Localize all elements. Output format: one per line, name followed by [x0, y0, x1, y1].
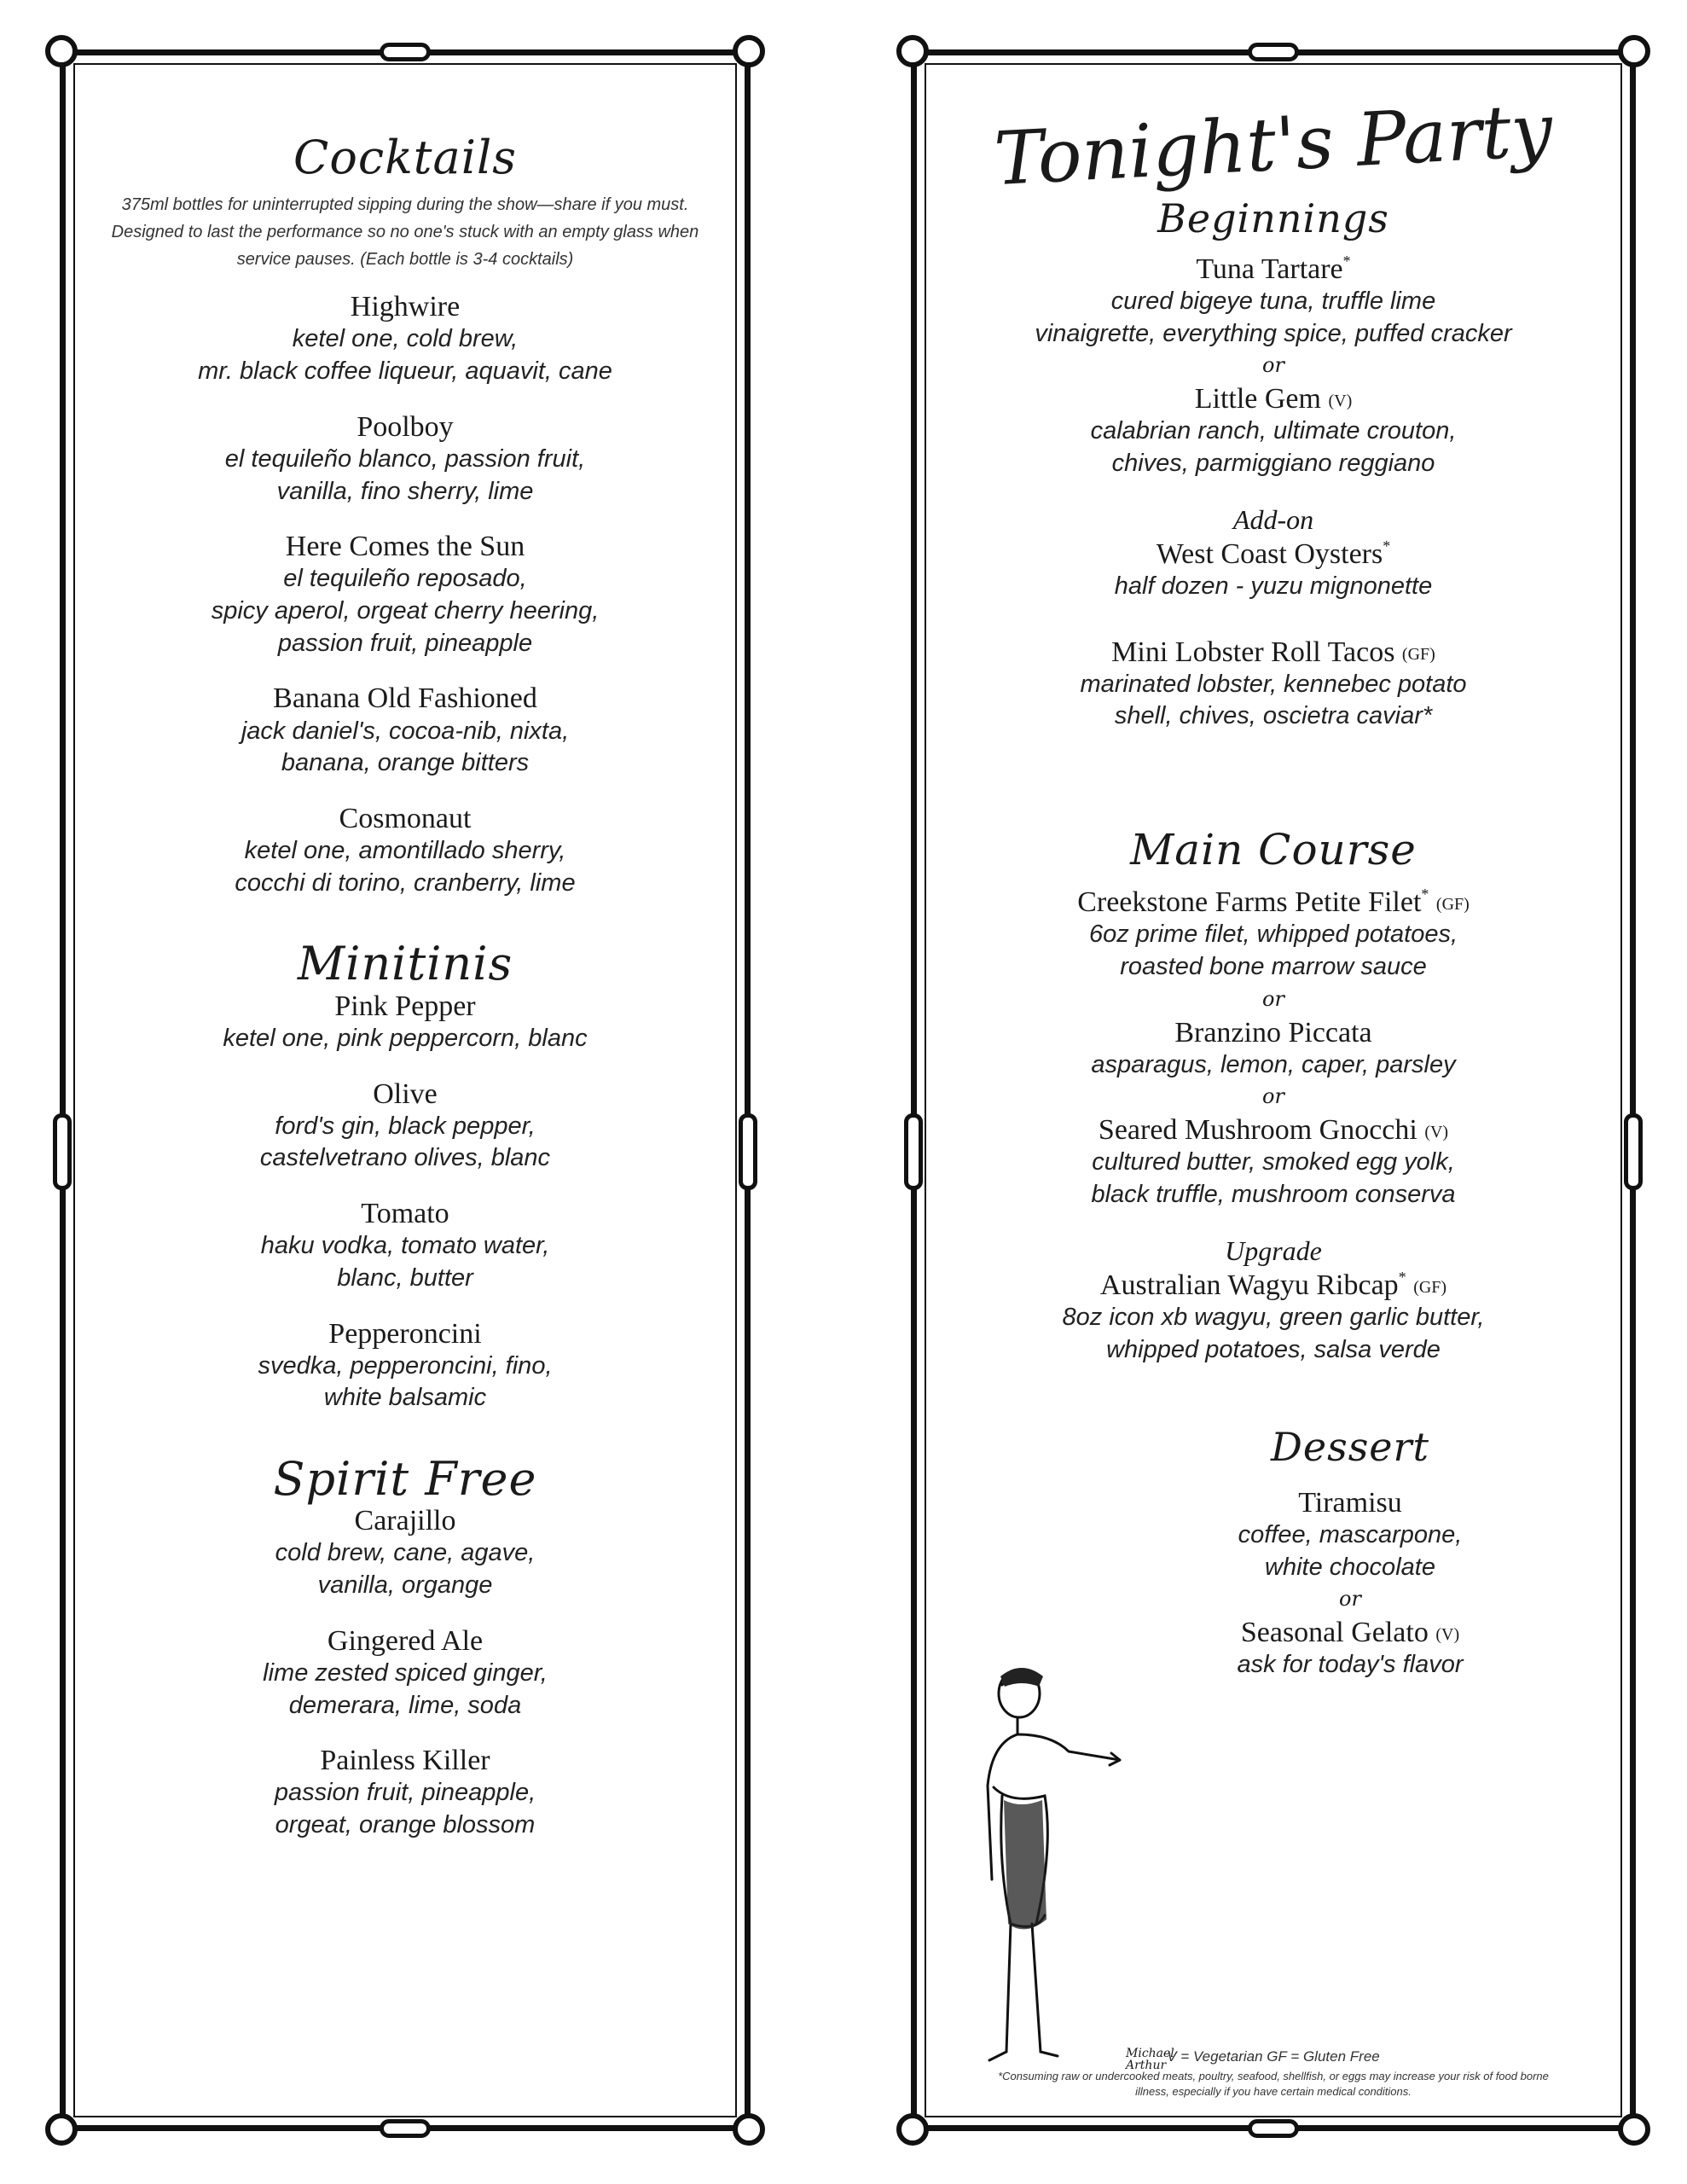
main-course-section	[951, 827, 1596, 1366]
corner-flourish-icon	[1618, 35, 1650, 67]
frame-ornament-icon	[1624, 1113, 1643, 1190]
menu-item	[100, 802, 710, 899]
frame-ornament-icon	[380, 2119, 431, 2138]
item-description: asparagus, lemon, caper, parsley	[1091, 1050, 1456, 1078]
main-course-heading: Main Course	[1130, 825, 1417, 875]
cocktails-heading: Cocktails	[293, 131, 517, 184]
corner-flourish-icon	[896, 2113, 929, 2146]
item-description: jack daniel's, cocoa-nib, nixta, banana, orange bitters	[241, 717, 570, 777]
item-description: ketel one, cold brew, mr. black coffee liqueur, aquavit, cane	[198, 325, 612, 386]
item-name-text: Seared Mushroom Gnocchi	[1098, 1114, 1417, 1147]
add-on-label: Add-on	[1232, 503, 1314, 535]
item-name: Cosmonaut	[339, 802, 472, 834]
drinks-menu-content	[100, 132, 710, 2091]
item-name: Painless Killer	[320, 1745, 490, 1777]
menu-item	[100, 1744, 710, 1841]
item-name	[951, 886, 1596, 919]
dietary-tag: (V)	[1328, 392, 1353, 411]
minitinis-section	[100, 938, 710, 1414]
spirit-free-section	[100, 1454, 710, 1842]
item-description: passion fruit, pineapple, orgeat, orange blossom	[274, 1779, 536, 1839]
item-description: ford's gin, black pepper, castelvetrano olives, blanc	[259, 1112, 551, 1172]
item-name: Tiramisu	[1298, 1486, 1402, 1519]
spirit-free-heading: Spirit Free	[273, 1452, 537, 1506]
dessert-section	[951, 1426, 1596, 1682]
item-name: Tomato	[361, 1198, 449, 1230]
menu-item	[1104, 1616, 1596, 1682]
corner-flourish-icon	[733, 2113, 765, 2146]
menu-item	[951, 1113, 1596, 1211]
menu-item	[951, 636, 1596, 733]
menu-item	[100, 990, 710, 1055]
cocktails-intro: 375ml bottles for uninterrupted sipping during the show—share if you must. Designed to last the performance so no one's stuck with an empty glass when service pauses. (Each bottle is 3-4 cocktails)	[111, 195, 699, 270]
menu-item	[951, 1269, 1596, 1366]
item-name: Carajillo	[354, 1505, 456, 1537]
menu-item	[100, 682, 710, 779]
beginnings-heading: Beginnings	[1157, 195, 1389, 242]
corner-flourish-icon	[733, 35, 765, 67]
item-description: half dozen - yuzu mignonette	[1114, 572, 1433, 600]
item-name: Here Comes the Sun	[285, 531, 525, 563]
item-name-text: Tuna Tartare	[1196, 253, 1343, 285]
menu-footer	[917, 2048, 1630, 2100]
item-description: marinated lobster, kennebec potato shell, chives, oscietra caviar*	[1080, 670, 1467, 730]
dietary-tag: (GF)	[1401, 644, 1435, 664]
frame-ornament-icon	[53, 1113, 72, 1190]
item-description: el tequileño reposado, spicy aperol, orgeat cherry heering, passion fruit, pineapple	[211, 565, 600, 657]
item-name	[951, 1113, 1596, 1147]
item-name	[951, 636, 1596, 669]
frame-ornament-icon	[904, 1113, 923, 1190]
menu-item	[100, 1624, 710, 1722]
item-name	[951, 253, 1596, 286]
corner-flourish-icon	[45, 2113, 78, 2146]
item-name: Olive	[373, 1077, 438, 1110]
raw-warning-mark: *	[1398, 1268, 1406, 1286]
food-safety-disclaimer: *Consuming raw or undercooked meats, poultry, seafood, shellfish, or eggs may increase your risk of food borne illness, especially if you have certain medical conditions.	[998, 2069, 1549, 2098]
item-name-text: Mini Lobster Roll Tacos	[1111, 636, 1395, 668]
item-description: coffee, mascarpone, white chocolate	[1238, 1520, 1463, 1581]
corner-flourish-icon	[45, 35, 78, 67]
item-description: svedka, pepperoncini, fino, white balsamic	[258, 1351, 553, 1412]
menu-item	[1104, 1486, 1596, 1583]
item-description: el tequileño blanco, passion fruit, vanilla, fino sherry, lime	[224, 444, 586, 505]
item-name	[951, 382, 1596, 415]
minitinis-heading: Minitinis	[297, 937, 513, 991]
dietary-tag: (V)	[1435, 1625, 1460, 1645]
frame-ornament-icon	[1248, 2119, 1299, 2138]
item-description: lime zested spiced ginger, demerara, lime, soda	[263, 1658, 548, 1719]
item-name-text: Australian Wagyu Ribcap	[1099, 1269, 1399, 1301]
menu-item	[951, 537, 1596, 603]
or-divider: or	[1262, 1084, 1284, 1109]
dessert-heading: Dessert	[1270, 1424, 1429, 1471]
menu-item	[100, 410, 710, 508]
frame-ornament-icon	[380, 43, 431, 61]
corner-flourish-icon	[896, 35, 929, 67]
or-divider: or	[1339, 1587, 1361, 1612]
raw-warning-mark: *	[1342, 252, 1351, 270]
upgrade-label: Upgrade	[1225, 1234, 1322, 1266]
item-description: ketel one, pink peppercorn, blanc	[223, 1024, 588, 1052]
frame-ornament-icon	[739, 1113, 757, 1190]
dietary-legend: V = Vegetarian GF = Gluten Free	[1167, 2048, 1380, 2065]
menu-item	[100, 530, 710, 659]
artist-signature-line: Michael	[1126, 2047, 1174, 2060]
item-description: calabrian ranch, ultimate crouton, chives, parmiggiano reggiano	[1090, 417, 1457, 478]
raw-warning-mark: *	[1383, 537, 1391, 555]
menu-item	[100, 1197, 710, 1294]
menu-item	[100, 1504, 710, 1601]
item-name: Banana Old Fashioned	[273, 682, 537, 715]
item-name: Branzino Piccata	[1174, 1016, 1372, 1048]
menu-item	[951, 253, 1596, 350]
menu-item	[951, 1016, 1596, 1082]
item-description: 8oz icon xb wagyu, green garlic butter, whipped potatoes, salsa verde	[1062, 1303, 1485, 1363]
food-menu-panel	[911, 49, 1636, 2131]
menu-item	[100, 1317, 710, 1414]
item-name	[951, 1269, 1596, 1302]
item-name-text: Creekstone Farms Petite Filet	[1077, 886, 1422, 919]
drinks-menu-panel	[60, 49, 751, 2131]
item-name: Poolboy	[357, 410, 454, 443]
menu-item	[100, 290, 710, 387]
dietary-tag: (GF)	[1413, 1277, 1447, 1297]
item-name: Gingered Ale	[327, 1624, 484, 1657]
item-name	[1104, 1616, 1596, 1649]
corner-flourish-icon	[1618, 2113, 1650, 2146]
item-description: cultured butter, smoked egg yolk, black truffle, mushroom conserva	[1091, 1148, 1456, 1209]
item-name-text: Little Gem	[1194, 383, 1321, 415]
item-description: ask for today's flavor	[1237, 1651, 1464, 1679]
dietary-tag: (GF)	[1435, 895, 1470, 915]
item-name-text: Seasonal Gelato	[1240, 1617, 1429, 1649]
item-name: Pepperoncini	[328, 1317, 482, 1350]
item-name: Pink Pepper	[334, 990, 476, 1022]
page-title: Tonight's Party	[992, 87, 1555, 203]
frame-ornament-icon	[1248, 43, 1299, 61]
item-description: cold brew, cane, agave, vanilla, organge	[275, 1539, 536, 1600]
item-description: haku vodka, tomato water, blanc, butter	[260, 1232, 550, 1292]
artist-signature-line: Arthur	[1126, 2059, 1167, 2072]
menu-item	[951, 886, 1596, 983]
menu-item	[951, 382, 1596, 479]
item-name: Highwire	[350, 291, 461, 323]
item-name	[951, 537, 1596, 571]
item-description: 6oz prime filet, whipped potatoes, roasted bone marrow sauce	[1088, 921, 1458, 980]
item-description: cured bigeye tuna, truffle lime vinaigrette, everything spice, puffed cracker	[1035, 287, 1512, 347]
menu-item	[100, 1077, 710, 1175]
item-description: ketel one, amontillado sherry, cocchi di torino, cranberry, lime	[235, 837, 576, 897]
or-divider: or	[1262, 986, 1284, 1011]
dietary-tag: (V)	[1424, 1123, 1449, 1142]
raw-warning-mark: *	[1421, 886, 1429, 903]
or-divider: or	[1262, 353, 1284, 378]
item-name-text: West Coast Oysters	[1156, 537, 1383, 570]
performer-sketch-illustration	[968, 1659, 1130, 2086]
